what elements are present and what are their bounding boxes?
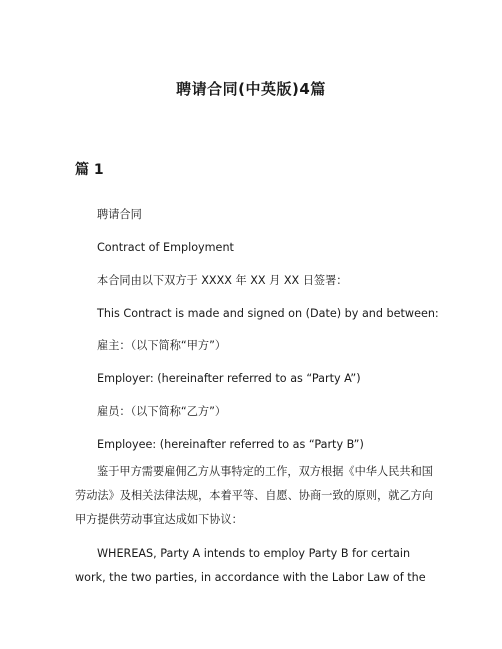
signing-statement-en: This Contract is made and signed on (Date) by and between: [97, 307, 439, 320]
employee-line-en: Employee: (hereinafter referred to as “Party B”) [97, 438, 364, 451]
section-heading: 篇 1 [75, 162, 104, 178]
employee-line-cn: 雇员：（以下简称“乙方”） [97, 405, 227, 418]
document-title: 聘请合同(中英版)4篇 [176, 80, 326, 98]
signing-statement-cn: 本合同由以下双方于 XXXX 年 XX 月 XX 日签署： [97, 274, 348, 287]
contract-title-cn: 聘请合同 [97, 208, 142, 221]
contract-title-en: Contract of Employment [97, 241, 234, 254]
whereas-paragraph-en: WHEREAS, Party A intends to employ Party B for certain work, the two parties, in accordance with the Labor Law of the [75, 547, 426, 584]
employer-line-cn: 雇主：（以下简称“甲方”） [97, 339, 227, 352]
employer-line-en: Employer: (hereinafter referred to as “Party A”) [97, 372, 361, 385]
whereas-paragraph-cn: 鉴于甲方需要雇佣乙方从事特定的工作，双方根据《中华人民共和国劳动法》及相关法律法规，本着平等、自愿、协商一致的原则，就乙方向甲方提供劳动事宜达成如下协议： [75, 465, 434, 526]
